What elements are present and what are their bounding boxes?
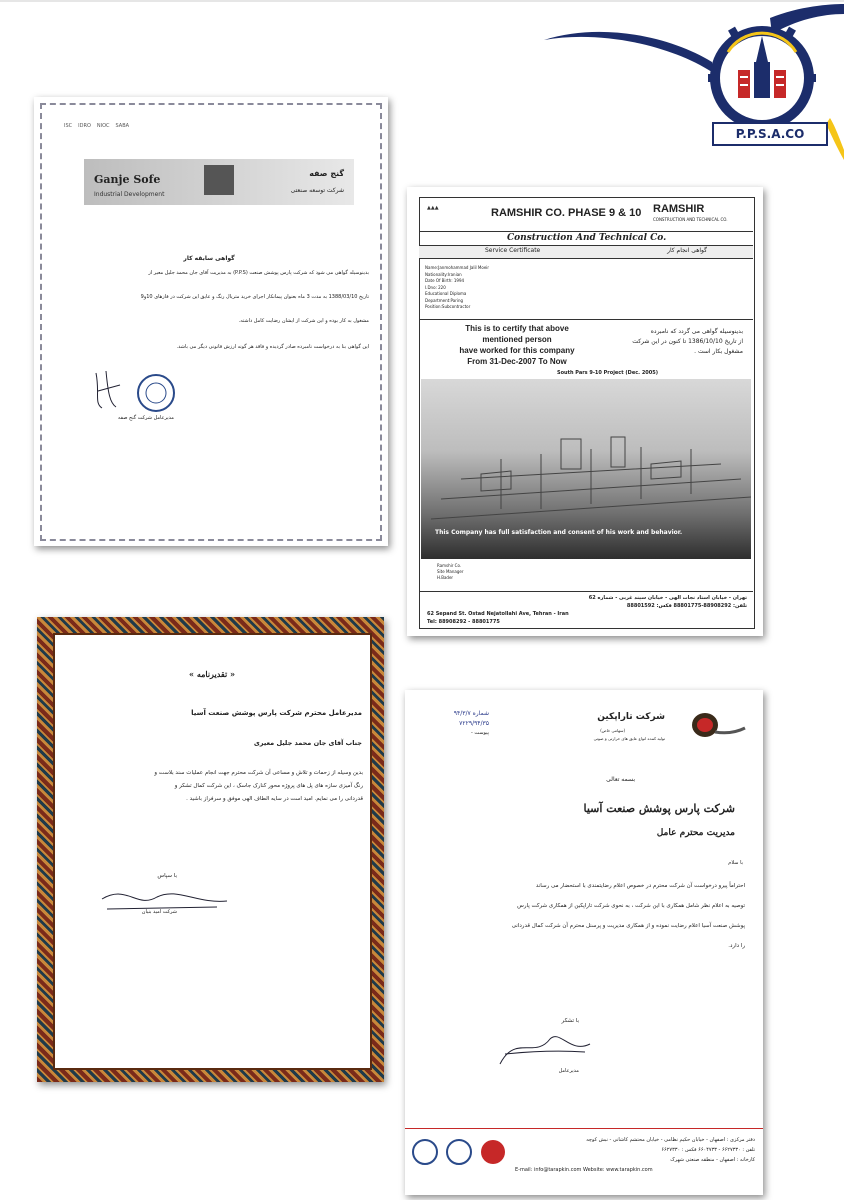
doc1-header-en: Ganje Sofe [94, 173, 161, 186]
doc3-title: « تقدیرنامه » [189, 669, 235, 679]
doc4-footer-2: تلفن : ۶۶۲۷۳۳۰ - ۶۶۰۴۷۳۳ فکس : ۶۶۲۷۳۳۰ [661, 1147, 755, 1153]
doc2-subtitle: Construction And Technical Co. [507, 233, 667, 243]
doc4-signature: مدیرعامل [558, 1068, 579, 1074]
doc4-attach: پیوست - [471, 730, 489, 736]
doc1-body-2: تاریخ 1388/03/10 به مدت 3 ماه بعنوان پیمانکار اجرای خرید متریال رنگ و عایق این شرکت در فازهای 10و9 [140, 294, 369, 300]
doc4-to-title: مدیریت محترم عامل [656, 828, 735, 838]
doc2-cert-fa: گواهی انجام کار [667, 247, 707, 254]
ramshir-certificate [407, 187, 763, 636]
doc2-fax-fa: تلفن: 88908292-88801775 فکس: 88801592 [626, 603, 747, 609]
doc4-cert-logos [409, 1132, 519, 1172]
doc2-field: Date Of Birth: 1994 [425, 278, 465, 283]
doc2-header-title: RAMSHIR CO. PHASE 9 & 10 [491, 207, 642, 219]
doc4-footer-line [405, 1128, 763, 1129]
doc4-closing: با تشکر [561, 1018, 579, 1024]
doc2-divider [419, 319, 753, 320]
ganje-sofe-certificate [34, 97, 388, 546]
doc3-closing: با سپاس [157, 873, 177, 879]
doc2-header-logo-sub: CONSTRUCTION AND TECHNICAL CO. [653, 217, 728, 222]
doc2-cert-en: Service Certificate [485, 247, 541, 254]
doc3-body: بدین وسیله از زحمات و تلاش و مساعی آن شرکت محترم جهت انجام عملیات سند بلاست و رنگ آمیزی سازه های پل های پروژه محور کنارک جاسک ، این شرکت کمال تشکر و قدردانی را می نمایم. امید است در سایه الطاف الهی موفق و سرفراز باشید . [154, 770, 363, 802]
doc1-signature-stamp [86, 363, 196, 423]
doc3-name: جناب آقای جان محمد جلیل معیری [253, 739, 362, 747]
doc4-company-sub: (سهامی خاص) [600, 728, 625, 733]
doc4-body: احتراماً پیرو درخواست آن شرکت محترم در خصوص اعلام رضایتمندی با استحضار می رساند توصیه به اعلام نظر شامل همکاری با این شرکت ، به نحوی شرکت تاراپکین از همکاری شرکت پارس پوشش صنعت آسیا اعلام رضایت نموده و از همکاری مدیریت و پرسنل محترم آن شرکت کمال قدردانی را دارد. [511, 883, 745, 949]
doc4-ref-no: ۷۲۲۹/۹۴/۳۵ [459, 720, 489, 727]
doc2-field: Name:Janmohammad Jalil Moeir [425, 265, 490, 270]
doc2-field: I.Dno: 220 [425, 284, 446, 290]
tarapkin-logo [687, 710, 747, 740]
doc1-body-1: بدینوسیله گواهی می شود که شرکت پارس پوشش صنعت (P.P.S) به مدیریت آقای جان محمد جلیل معیر از [148, 270, 369, 276]
doc1-signature: مدیرعامل شرکت گنج صفه [117, 415, 174, 421]
doc4-footer-3: کارخانه : اصفهان - منطقه صنعتی شهرک [670, 1157, 755, 1163]
doc4-footer-4: E-mail: info@tarapkin.com Website: www.tarapkin.com [515, 1167, 653, 1173]
doc4-ref: شماره ۹۴/۳/۷ [453, 710, 489, 717]
doc4-signature-mark [495, 1024, 595, 1074]
doc1-body-4: این گواهی بنا به درخواست نامبرده صادر گردیده و فاقد هر گونه ارزش قانونی دیگر می باشد. [176, 344, 369, 350]
doc3-addressee: مدیرعامل محترم شرکت پارس پوشش صنعت آسیا [191, 709, 362, 717]
doc4-greeting: با سلام [728, 860, 743, 866]
doc1-title: گواهی سابقه کار [183, 255, 235, 262]
doc2-tel: Tel: 88908292 - 88801775 [427, 619, 500, 625]
doc2-header-logo: RAMSHIR [653, 203, 705, 215]
doc2-certify-fa: بدینوسیله گواهی می گردد که نامبرده از تاریخ 1386/10/10 تا کنون در این شرکت مشغول بکار است . [632, 328, 743, 355]
doc4-company-desc: تولید کننده انواع عایق های حرارتی و صوتی [593, 736, 665, 741]
doc2-site-photo [421, 379, 751, 559]
doc2-field: Nationality:Iranian [425, 271, 462, 277]
doc2-certify-en: This is to certify that above mentioned person have worked for this company From 31-Dec-2007 To Now [459, 324, 575, 366]
company-logo [540, 0, 844, 160]
appreciation-letter [37, 617, 384, 1082]
doc1-header-en-sub: Industrial Development [94, 191, 165, 198]
doc4-to-company: شرکت پارس پوشش صنعت آسیا [583, 802, 735, 815]
doc4-footer-1: دفتر مرکزی : اصفهان - خیابان حکیم نظامی - خیابان محتشم کاشانی - نبش کوچه [586, 1137, 755, 1143]
doc2-field: Department:Paring [425, 297, 464, 303]
doc1-center-logo [204, 165, 234, 195]
doc2-field: Position:Subcontractor [425, 304, 471, 309]
doc2-address-fa: تهران - خیابان استاد نجات الهی - خیابان سپند غربی - شماره 62 [588, 595, 747, 601]
doc1-header-fa-sub: شرکت توسعه صنعتی [290, 187, 344, 194]
doc1-header-fa: گنج صفه [309, 169, 344, 178]
doc3-inner [53, 633, 372, 1070]
tarapkin-letter [405, 690, 763, 1195]
doc3-signature: شرکت امید بنیان [141, 909, 177, 915]
doc2-address-en: 62 Sepand St. Ostad Nejatollahi Ave, Tehran - Iran [427, 611, 569, 617]
doc1-body-3: مشغول به کار بوده و این شرکت از ایشان رضایت کامل داشته. [238, 318, 369, 324]
doc2-sign-block: Ramshir Co. Site Manager H.Bader [437, 563, 464, 580]
doc2-small-logos: ▲▲▲ [427, 205, 439, 211]
logo-abbreviation: P.P.S.A.CO [712, 122, 828, 146]
doc2-project: South Pars 9-10 Project (Dec. 2005) [557, 370, 659, 376]
doc2-photo-caption: This Company has full satisfaction and consent of his work and behavior. [435, 529, 683, 536]
doc4-salutation: بسمه تعالی [606, 776, 635, 783]
doc4-company: شرکت تاراپکین [597, 712, 665, 722]
doc2-field: Educational Diploma [425, 291, 467, 296]
doc1-logos: ISC IDRO NIOC SABA [64, 123, 130, 129]
doc2-fields [425, 265, 489, 311]
